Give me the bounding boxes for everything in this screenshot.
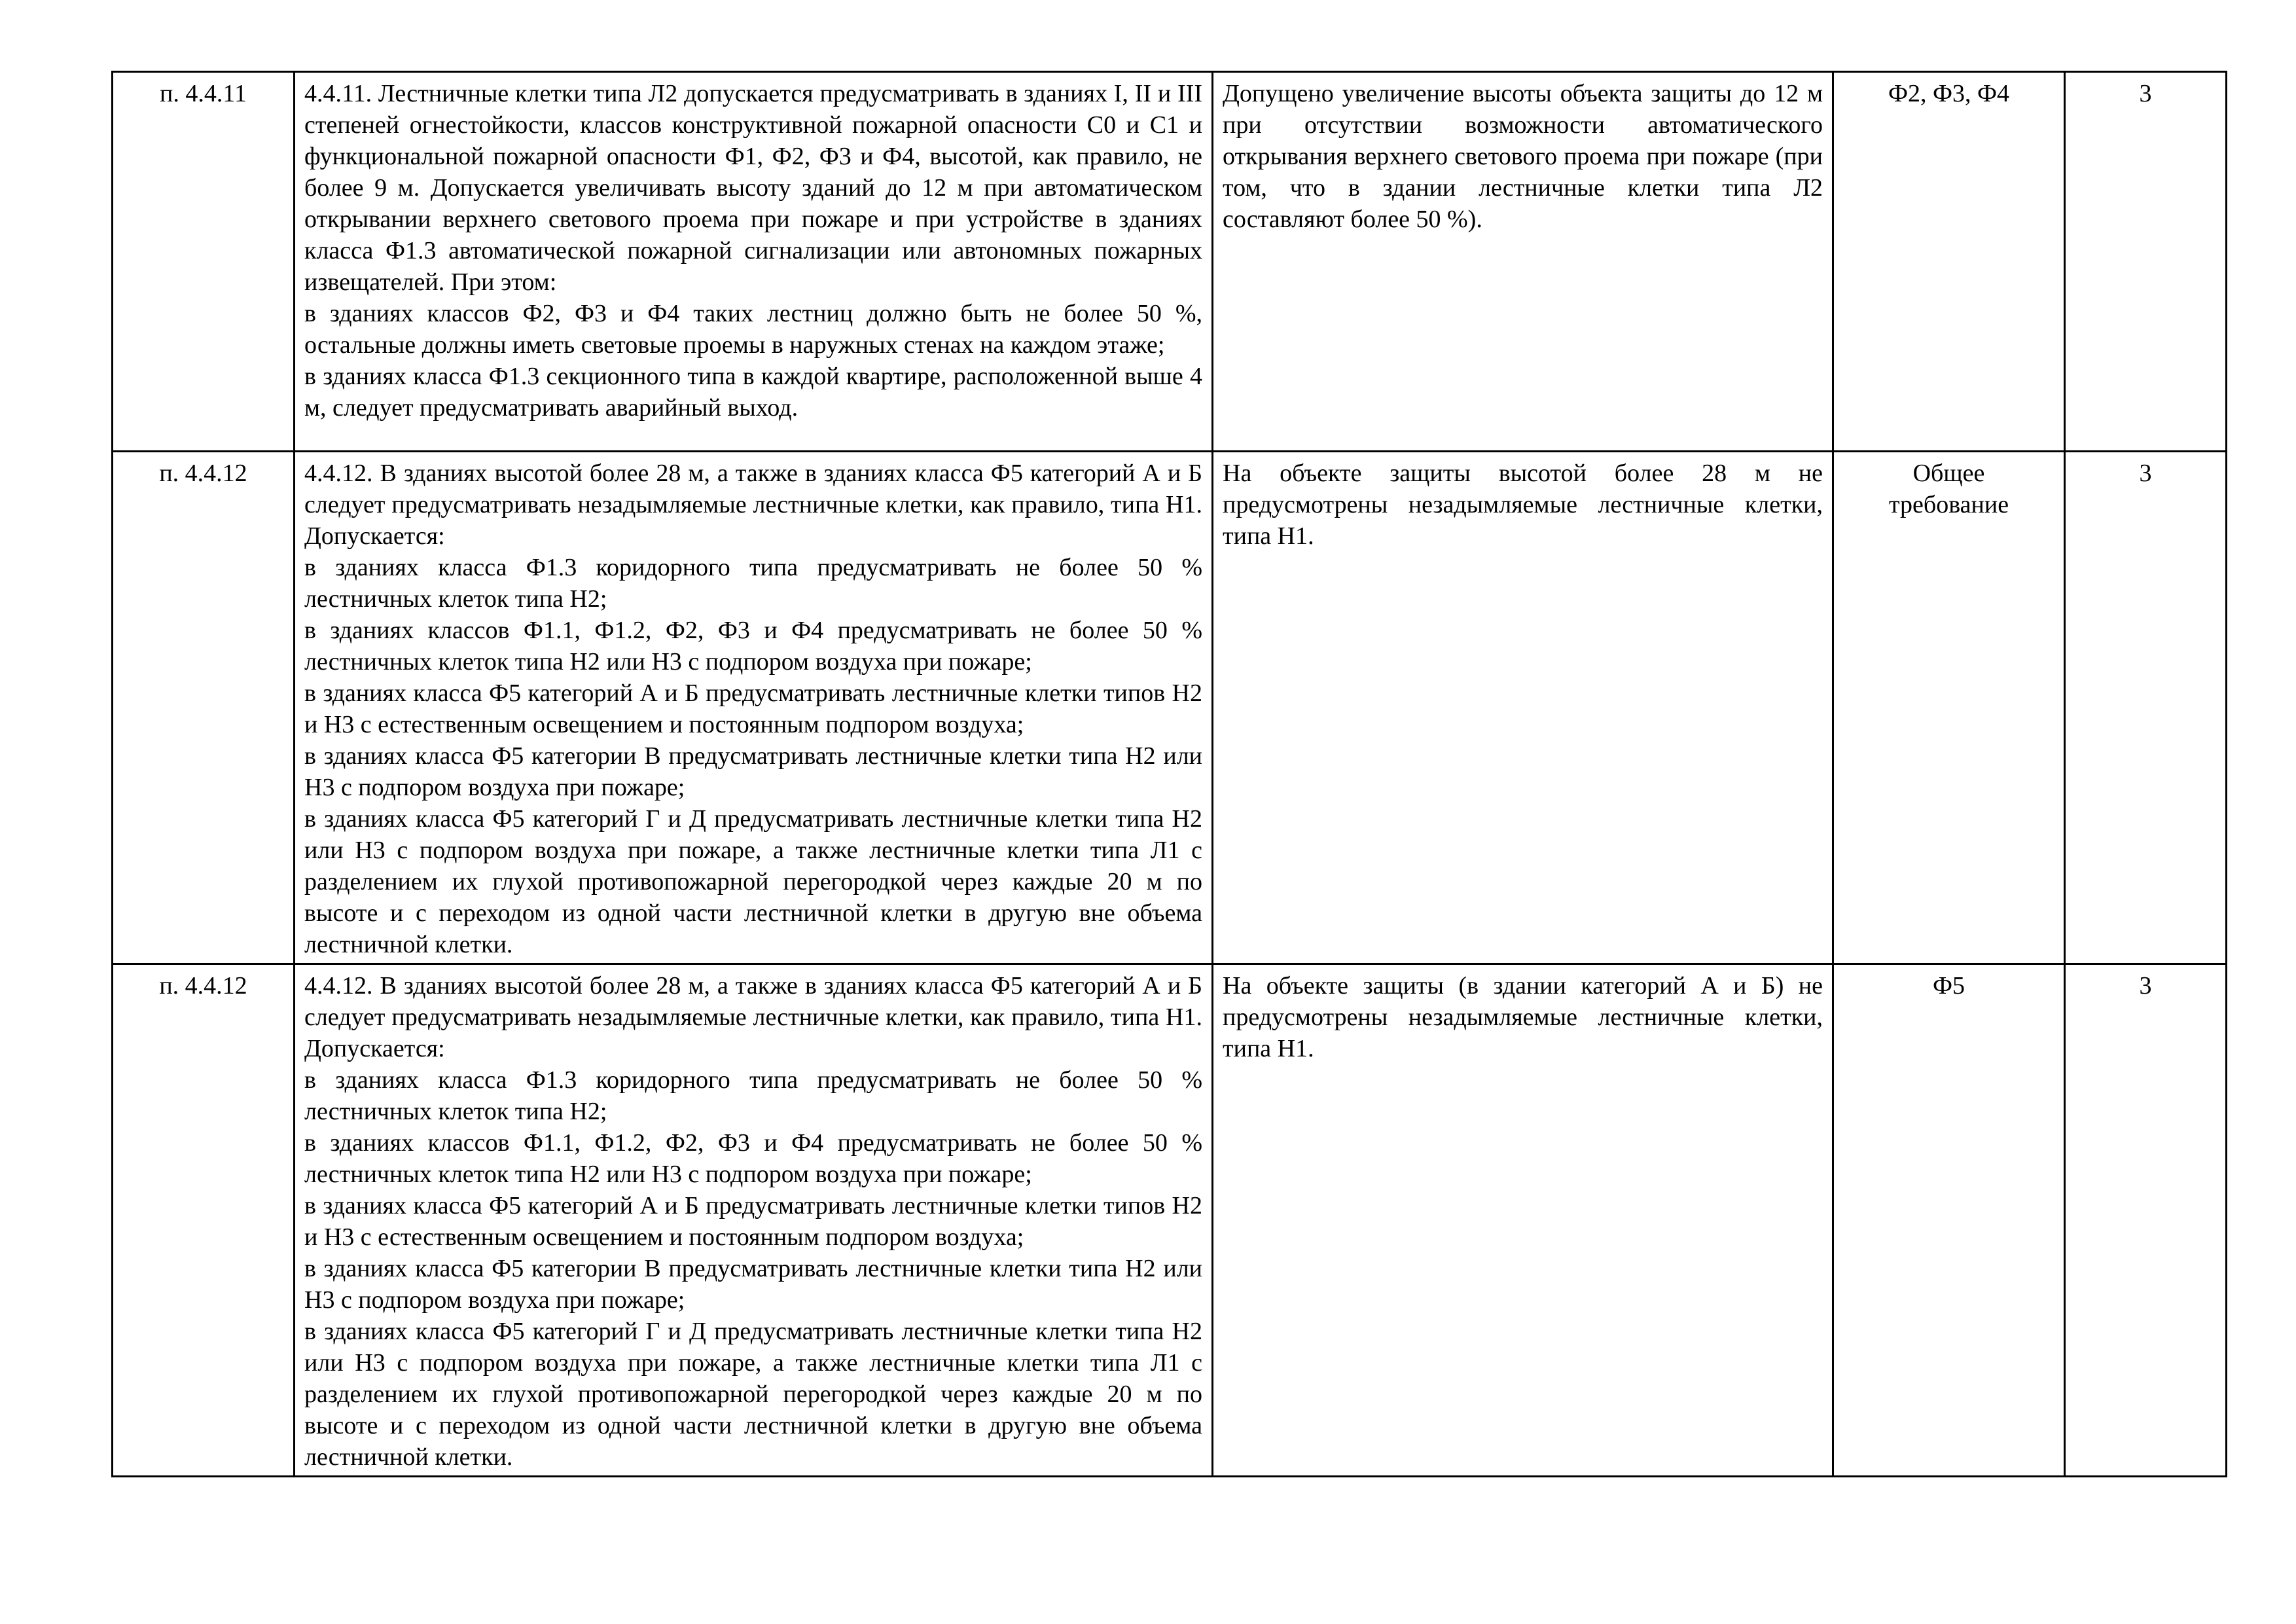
requirement-paragraph: 4.4.12. В зданиях высотой более 28 м, а также в зданиях класса Ф5 категорий А и Б следует предусматривать незадымляемые лестничные клетки, как правило, типа Н1. Допускается:: [304, 460, 1202, 550]
row-number: 3: [2065, 72, 2227, 452]
requirement-paragraph: в зданиях класса Ф1.3 секционного типа в каждой квартире, расположенной выше 4 м, следует предусматривать аварийный выход.: [304, 363, 1202, 422]
clause-reference: п. 4.4.11: [113, 72, 295, 452]
classes-line: Ф5: [1932, 972, 1965, 1000]
clause-reference: п. 4.4.12: [113, 964, 295, 1477]
building-classes: [1833, 452, 2065, 964]
building-classes: [1833, 964, 2065, 1477]
requirement-paragraph: в зданиях класса Ф5 категории В предусматривать лестничные клетки типа Н2 или Н3 с подпором воздуха при пожаре;: [304, 742, 1202, 801]
table-row: [113, 452, 2227, 964]
requirement-paragraph: в зданиях класса Ф1.3 коридорного типа предусматривать не более 50 % лестничных клеток типа Н2;: [304, 1066, 1202, 1125]
requirement-paragraph: в зданиях класса Ф5 категорий А и Б предусматривать лестничные клетки типов Н2 и Н3 с естественным освещением и постоянным подпором воздуха;: [304, 1192, 1202, 1251]
document-page: [111, 71, 2225, 1477]
row-number: 3: [2065, 964, 2227, 1477]
building-classes: [1833, 72, 2065, 452]
violation-description: На объекте защиты высотой более 28 м не предусмотрены незадымляемые лестничные клетки, типа Н1.: [1213, 452, 1833, 964]
requirement-paragraph: в зданиях класса Ф5 категории В предусматривать лестничные клетки типа Н2 или Н3 с подпором воздуха при пожаре;: [304, 1255, 1202, 1314]
classes-line: Ф2, Ф3, Ф4: [1888, 80, 2010, 107]
requirement-text: [295, 72, 1213, 452]
requirement-paragraph: в зданиях класса Ф5 категорий А и Б предусматривать лестничные клетки типов Н2 и Н3 с естественным освещением и постоянным подпором воздуха;: [304, 679, 1202, 738]
requirement-paragraph: 4.4.12. В зданиях высотой более 28 м, а также в зданиях класса Ф5 категорий А и Б следует предусматривать незадымляемые лестничные клетки, как правило, типа Н1. Допускается:: [304, 972, 1202, 1062]
violation-description: На объекте защиты (в здании категорий А и Б) не предусмотрены незадымляемые лестничные клетки, типа Н1.: [1213, 964, 1833, 1477]
table-row: [113, 964, 2227, 1477]
row-number: 3: [2065, 452, 2227, 964]
requirement-paragraph: 4.4.11. Лестничные клетки типа Л2 допускается предусматривать в зданиях I, II и III степеней огнестойкости, классов конструктивной пожарной опасности С0 и С1 и функциональной пожарной опасности Ф1, Ф2, Ф3 и Ф4, высотой, как правило, не более 9 м. Допускается увеличивать высоту зданий до 12 м при автоматическом открывании верхнего светового проема при пожаре и при устройстве в зданиях класса Ф1.3 автоматической пожарной сигнализации или автономных пожарных извещателей. При этом:: [304, 80, 1202, 296]
requirement-paragraph: в зданиях классов Ф2, Ф3 и Ф4 таких лестниц должно быть не более 50 %, остальные должны иметь световые проемы в наружных стенах на каждом этаже;: [304, 300, 1202, 359]
requirement-text: [295, 964, 1213, 1477]
requirement-paragraph: в зданиях класса Ф5 категорий Г и Д предусматривать лестничные клетки типа Н2 или Н3 с подпором воздуха при пожаре, а также лестничные клетки типа Л1 с разделением их глухой противопожарной перегородкой через каждые 20 м по высоте и с переходом из одной части лестничной клетки в другую вне объема лестничной клетки.: [304, 805, 1202, 958]
requirement-text: [295, 452, 1213, 964]
requirement-paragraph: в зданиях класса Ф1.3 коридорного типа предусматривать не более 50 % лестничных клеток типа Н2;: [304, 554, 1202, 613]
violation-description: Допущено увеличение высоты объекта защиты до 12 м при отсутствии возможности автоматического открывания верхнего светового проема при пожаре (при том, что в здании лестничные клетки типа Л2 составляют более 50 %).: [1213, 72, 1833, 452]
table-row: [113, 72, 2227, 452]
requirement-paragraph: в зданиях класса Ф5 категорий Г и Д предусматривать лестничные клетки типа Н2 или Н3 с подпором воздуха при пожаре, а также лестничные клетки типа Л1 с разделением их глухой противопожарной перегородкой через каждые 20 м по высоте и с переходом из одной части лестничной клетки в другую вне объема лестничной клетки.: [304, 1318, 1202, 1471]
classes-line: Общее: [1912, 460, 1985, 487]
requirement-paragraph: в зданиях классов Ф1.1, Ф1.2, Ф2, Ф3 и Ф4 предусматривать не более 50 % лестничных клеток типа Н2 или Н3 с подпором воздуха при пожаре;: [304, 617, 1202, 676]
requirements-table: [111, 71, 2227, 1477]
requirement-paragraph: в зданиях классов Ф1.1, Ф1.2, Ф2, Ф3 и Ф4 предусматривать не более 50 % лестничных клеток типа Н2 или Н3 с подпором воздуха при пожаре;: [304, 1129, 1202, 1188]
clause-reference: п. 4.4.12: [113, 452, 295, 964]
classes-line: требование: [1888, 491, 2009, 518]
